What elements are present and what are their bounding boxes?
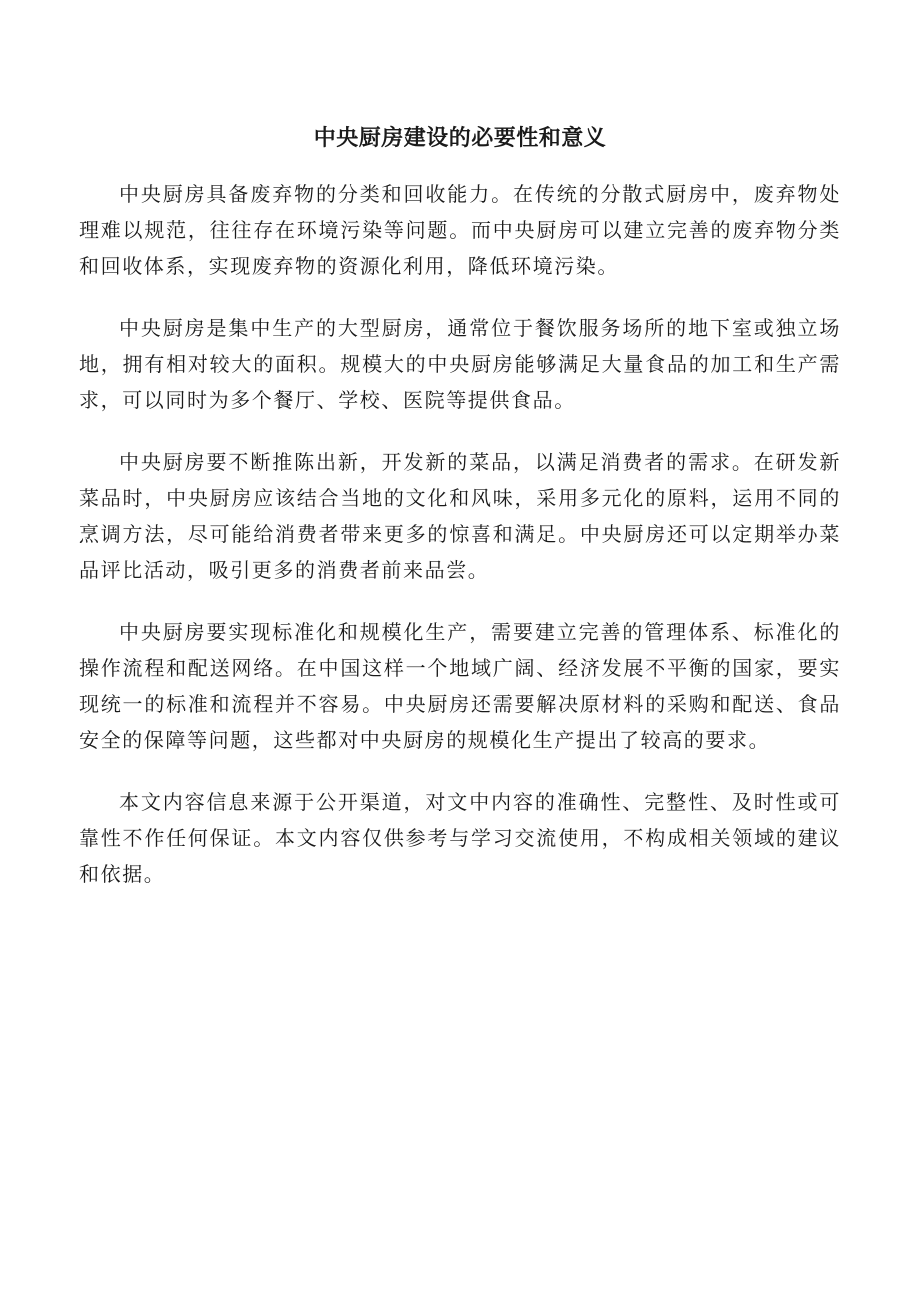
paragraph-new-dishes: 中央厨房要不断推陈出新，开发新的菜品，以满足消费者的需求。在研发新菜品时，中央厨房应该结合当地的文化和风味，采用多元化的原料，运用不同的烹调方法，尽可能给消费者带来更多的惊喜和满足。中央厨房还可以定期举办菜品评比活动，吸引更多的消费者前来品尝。	[79, 450, 841, 582]
paragraph-central-kitchen-scale: 中央厨房是集中生产的大型厨房，通常位于餐饮服务场所的地下室或独立场地，拥有相对较大的面积。规模大的中央厨房能够满足大量食品的加工和生产需求，可以同时为多个餐厅、学校、医院等提供食品。	[79, 316, 841, 412]
paragraph-waste-recycling: 中央厨房具备废弃物的分类和回收能力。在传统的分散式厨房中，废弃物处理难以规范，往往存在环境污染等问题。而中央厨房可以建立完善的废弃物分类和回收体系，实现废弃物的资源化利用，降低环境污染。	[79, 182, 841, 278]
document-title: 中央厨房建设的必要性和意义	[313, 126, 607, 151]
paragraph-disclaimer: 本文内容信息来源于公开渠道，对文中内容的准确性、完整性、及时性或可靠性不作任何保证。本文内容仅供参考与学习交流使用，不构成相关领域的建议和依据。	[79, 790, 841, 886]
paragraph-standardization: 中央厨房要实现标准化和规模化生产，需要建立完善的管理体系、标准化的操作流程和配送网络。在中国这样一个地域广阔、经济发展不平衡的国家，要实现统一的标准和流程并不容易。中央厨房还需要解决原材料的采购和配送、食品安全的保障等问题，这些都对中央厨房的规模化生产提出了较高的要求。	[79, 620, 841, 752]
